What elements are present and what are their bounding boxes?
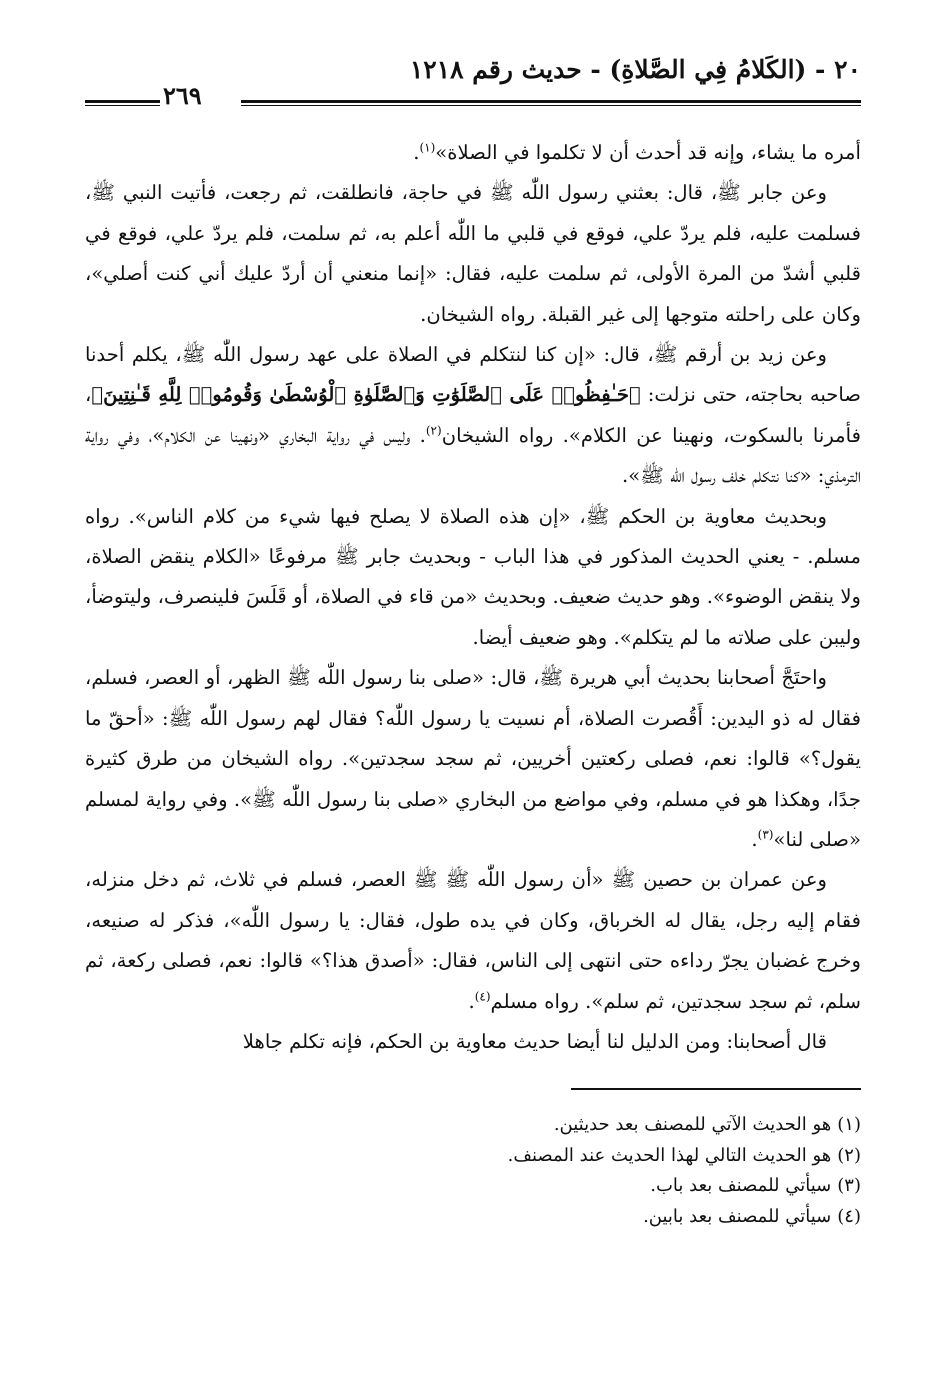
footnote xyxy=(85,1171,861,1202)
footnote-ref: (٤) xyxy=(474,989,491,1003)
paragraph-tail: . وليس في رواية البخاري «ونهينا عن الكلام»، وفي رواية الترمذي: «كنا نتكلم خلف رسول اللّٰه ﷺ». xyxy=(85,423,861,488)
paragraph xyxy=(85,658,861,860)
header-rule-right-thick xyxy=(241,100,861,103)
header-rule-left-thin xyxy=(85,105,160,106)
paragraph-text: قال أصحابنا: ومن الدليل لنا أيضا حديث معاوية بن الحكم، فإنه تكلم جاهلا xyxy=(242,1029,827,1053)
paragraph-text: وعن زيد بن أرقم ﷺ، قال: «إن كنا لنتكلم في الصلاة على عهد رسول اللّٰه ﷺ، يكلم أحدنا صاحبه بحاجته، حتى نزلت: xyxy=(85,343,861,407)
footnotes xyxy=(85,1110,861,1232)
paragraph-text: واحتَجَّ أصحابنا بحديث أبي هريرة ﷺ، قال: «صلى بنا رسول اللّٰه ﷺ الظهر، أو العصر، فسلم، فقال له ذو اليدين: أَقُصرت الصلاة، أم نسيت يا رسول اللّٰه؟ فقال لهم رسول اللّٰه ﷺ: «أحقّ ما يقول؟» قالوا: نعم، فصلى ركعتين أخريين، ثم سجد سجدتين». رواه الشيخان من طرق كثيرة جدًا، وهكذا هو في مسلم، وفي مواضع من البخاري «صلى بنا رسول اللّٰه ﷺ». وفي رواية لمسلم «صلى لنا» xyxy=(85,666,861,851)
footnote-number: (٣) xyxy=(837,1175,861,1197)
footnote-number: (٤) xyxy=(837,1205,861,1227)
paragraph-tail: . xyxy=(468,989,475,1013)
footnote-separator xyxy=(571,1088,861,1090)
footnote-text: سيأتي للمصنف بعد بابين. xyxy=(643,1205,832,1227)
running-head xyxy=(85,55,861,110)
paragraph-text: وعن عمران بن حصين ﷺ «أن رسول اللّٰه ﷺ ﷺ العصر، فسلم في ثلاث، ثم دخل منزله، فقام إليه رجل، يقال له الخرباق، وكان في يده طول، فقال: يا رسول اللّٰه»، فذكر له صنيعه، وخرج غضبان يجرّ رداءه حتى انتهى إلى الناس، فقال: «أصدق هذا؟» قالوا: نعم، فصلى ركعة، ثم سلم، ثم سجد سجدتين، ثم سلم». رواه مسلم xyxy=(85,868,861,1013)
paragraph xyxy=(85,860,861,1022)
paragraph xyxy=(85,173,861,335)
footnote-number: (١) xyxy=(837,1114,861,1136)
paragraph xyxy=(85,133,861,173)
footnote-text: سيأتي للمصنف بعد باب. xyxy=(650,1175,832,1197)
footnote-ref: (١) xyxy=(419,140,436,155)
footnote xyxy=(85,1110,861,1141)
chapter-title: ٢٠ - (الكَلامُ فِي الصَّلاةِ) - حديث رقم ١٢١٨ xyxy=(409,55,861,84)
paragraph-text: ، فأمرنا بالسكوت، ونهينا عن الكلام». رواه الشيخان xyxy=(85,383,861,447)
header-rule-right-thin xyxy=(241,105,861,106)
footnote-ref: (٢) xyxy=(425,423,442,438)
footnote xyxy=(85,1141,861,1172)
footnote-text: هو الحديث الآتي للمصنف بعد حديثين. xyxy=(553,1114,832,1136)
paragraph-text: وبحديث معاوية بن الحكم ﷺ، «إن هذه الصلاة لا يصلح فيها شيء من كلام الناس». رواه مسلم. - يعني الحديث المذكور في هذا الباب - وبحديث جابر ﷺ مرفوعًا «الكلام ينقض الصلاة، ولا ينقض الوضوء». وهو حديث ضعيف. وبحديث «من قاء في الصلاة، أو قَلَسَ فلينصرف، وليتوضأ، وليبن على صلاته ما لم يتكلم». وهو ضعيف أيضا. xyxy=(85,504,861,649)
body-text xyxy=(85,133,861,1062)
paragraph xyxy=(85,1022,861,1062)
paragraph-text: وعن جابر ﷺ، قال: بعثني رسول اللّٰه ﷺ في حاجة، فانطلقت، ثم رجعت، فأتيت النبي ﷺ، فسلمت عليه، فلم يردّ علي، فوقع في قلبي ما اللّٰه أعلم به، ثم سلمت، فلم يردّ علي، فوقع في قلبي أشدّ من المرة الأولى، ثم سلمت عليه، فقال: «إنما منعني أن أردّ عليك أني كنت أصلي»، وكان على راحلته متوجها إلى غير القبلة. رواه الشيخان. xyxy=(85,181,861,326)
paragraph-text: أمره ما يشاء، وإنه قد أحدث أن لا تكلموا في الصلاة» xyxy=(435,141,861,164)
quran-verse: ﴿حَـٰفِظُوا۟ عَلَى ٱلصَّلَوَٰتِ وَٱلصَّلَوٰةِ ٱلْوُسْطَىٰ وَقُومُوا۟ لِلَّهِ قَـٰنِتِينَ﴾ xyxy=(91,383,641,407)
paragraph xyxy=(85,497,861,659)
footnote-ref: (٣) xyxy=(757,827,774,842)
page-number: ٢٦٩ xyxy=(163,81,202,110)
paragraph-tail: . xyxy=(751,827,758,851)
paragraph-tail: . xyxy=(413,141,420,164)
footnote xyxy=(85,1202,861,1233)
header-rule-left-thick xyxy=(85,100,160,103)
document-page xyxy=(85,55,861,1232)
footnote-number: (٢) xyxy=(837,1144,861,1166)
paragraph xyxy=(85,335,861,497)
footnote-text: هو الحديث التالي لهذا الحديث عند المصنف. xyxy=(507,1144,832,1166)
